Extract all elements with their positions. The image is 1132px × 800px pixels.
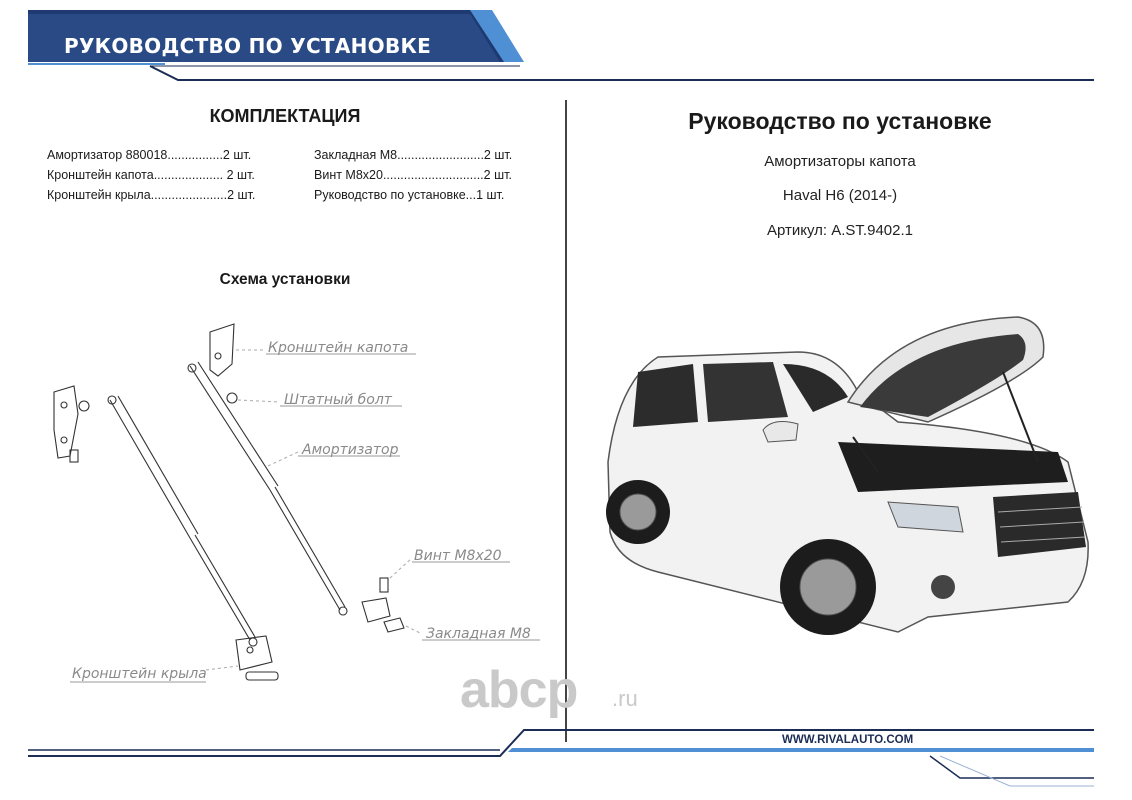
callout-stud: Штатный болт: [284, 392, 392, 408]
guide-article: Артикул: A.ST.9402.1: [767, 222, 913, 239]
kit-item: Кронштейн капота.................... 2 шт.: [47, 168, 255, 182]
header-title: РУКОВОДСТВО ПО УСТАНОВКЕ: [64, 34, 432, 58]
kit-list-right: [314, 145, 512, 205]
column-divider: [565, 100, 567, 742]
car-image: [598, 312, 1098, 652]
installation-scheme: [40, 310, 560, 710]
kit-list-left: [47, 145, 255, 205]
left-hood-bracket: [54, 386, 89, 462]
kit-item: Руководство по установке...1 шт.: [314, 188, 505, 202]
watermark-suffix: .ru: [612, 686, 638, 711]
footer-banner: [0, 720, 1132, 800]
watermark-logo: abcp: [460, 661, 578, 719]
callout-wing-bracket: Кронштейн крыла: [72, 666, 207, 682]
kit-item: Кронштейн крыла......................2 шт.: [47, 188, 256, 202]
kit-item: Закладная М8.........................2 шт.: [314, 148, 513, 162]
callout-screw: Винт M8x20: [414, 548, 502, 564]
kit-title: КОМПЛЕКТАЦИЯ: [209, 106, 361, 126]
screw-and-insert: [362, 578, 404, 632]
callout-shock: Амортизатор: [302, 442, 399, 458]
callout-insert: Закладная М8: [426, 626, 531, 642]
footer-url[interactable]: WWW.RIVALAUTO.COM: [782, 734, 914, 746]
scheme-title: Схема установки: [219, 271, 351, 288]
guide-model: Haval H6 (2014-): [782, 187, 898, 204]
guide-subtitle: Амортизаторы капота: [764, 153, 916, 170]
callout-hood-bracket: Кронштейн капота: [268, 340, 409, 356]
left-shock-absorber: [108, 396, 257, 646]
kit-item: Винт М8х20.............................2 шт.: [314, 168, 512, 182]
guide-title: Руководство по установке: [688, 108, 992, 134]
right-hood-bracket: [210, 324, 237, 403]
kit-item: Амортизатор 880018................2 шт.: [47, 148, 252, 162]
